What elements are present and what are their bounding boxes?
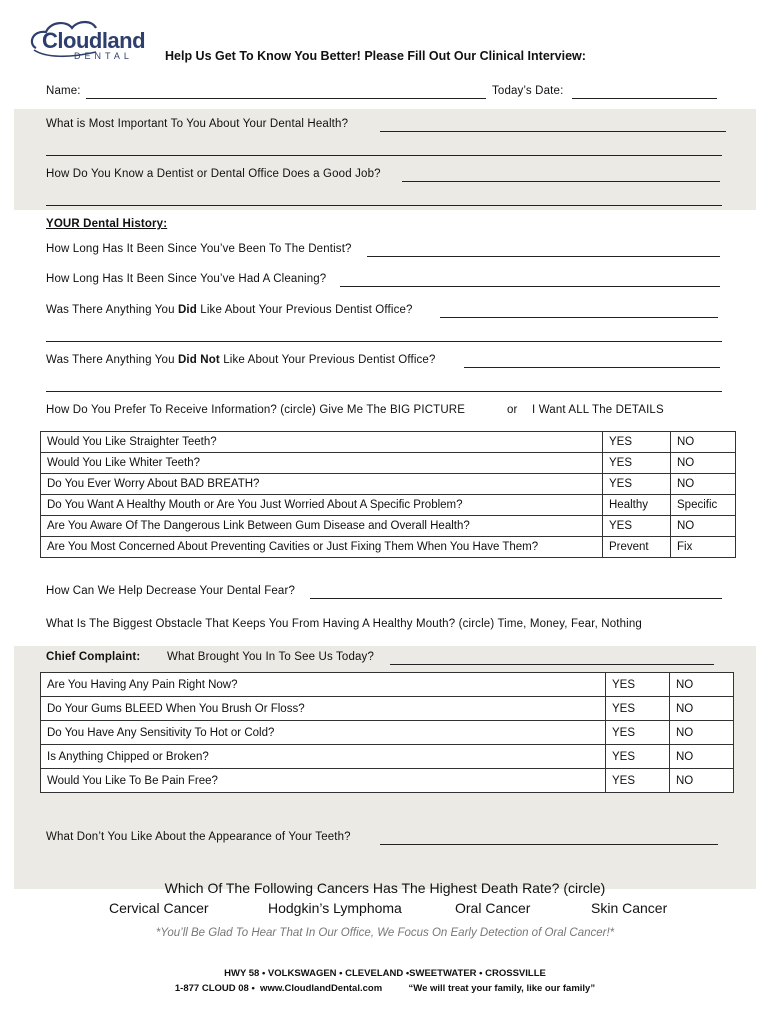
question-cell: Are You Aware Of The Dangerous Link Between Gum Disease and Overall Health? — [41, 516, 603, 537]
option-a-cell[interactable]: YES — [606, 769, 670, 793]
question-cell: Would You Like Whiter Teeth? — [41, 453, 603, 474]
date-field[interactable] — [572, 98, 717, 99]
option-b-cell[interactable]: NO — [670, 721, 734, 745]
option-a-cell[interactable]: Healthy — [603, 495, 671, 516]
question-cell: Would You Like Straighter Teeth? — [41, 432, 603, 453]
option-b-cell[interactable]: NO — [670, 673, 734, 697]
appearance-question: What Don’t You Like About the Appearance of Your Teeth? — [46, 831, 351, 843]
appearance-field[interactable] — [380, 844, 718, 845]
symptoms-table — [40, 672, 734, 793]
option-a-cell[interactable]: YES — [606, 697, 670, 721]
important-field-2[interactable] — [46, 155, 722, 156]
logo-brand: Cloudland — [42, 28, 146, 53]
table-row — [41, 769, 734, 793]
obstacle-question: What Is The Biggest Obstacle That Keeps You From Having A Healthy Mouth? (circle) Time, Money, Fear, Nothing — [46, 618, 642, 630]
important-field[interactable] — [380, 131, 726, 132]
did-not-like-question — [46, 354, 436, 366]
question-cell: Is Anything Chipped or Broken? — [41, 745, 606, 769]
table-row — [41, 453, 736, 474]
option-b-cell[interactable]: NO — [670, 769, 734, 793]
table-row — [41, 673, 734, 697]
option-b-cell[interactable]: NO — [671, 432, 736, 453]
important-label: What is Most Important To You About Your Dental Health? — [46, 118, 349, 130]
option-b-cell[interactable]: NO — [671, 474, 736, 495]
option-a-cell[interactable]: YES — [603, 516, 671, 537]
option-a-cell[interactable]: YES — [606, 721, 670, 745]
did-not-pre: Was There Anything You — [46, 354, 178, 366]
table-row — [41, 697, 734, 721]
table-row — [41, 516, 736, 537]
did-like-field[interactable] — [440, 317, 718, 318]
preferences-table — [40, 431, 736, 558]
did-like-bold: Did — [177, 304, 197, 316]
cancer-option-oral[interactable]: Oral Cancer — [455, 900, 531, 916]
question-cell: Do You Want A Healthy Mouth or Are You Just Worried About A Specific Problem? — [41, 495, 603, 516]
chief-complaint-question: What Brought You In To See Us Today? — [167, 651, 375, 663]
cancer-option-skin[interactable]: Skin Cancer — [591, 900, 668, 916]
option-b-cell[interactable]: NO — [670, 697, 734, 721]
option-a-cell[interactable]: YES — [606, 673, 670, 697]
did-like-pre: Was There Anything You — [46, 304, 178, 316]
name-label: Name: — [46, 85, 81, 97]
question-cell: Do Your Gums BLEED When You Brush Or Floss? — [41, 697, 606, 721]
chief-complaint-field[interactable] — [390, 664, 714, 665]
prefer-or: or — [507, 404, 518, 416]
table-row — [41, 474, 736, 495]
cloudland-logo — [26, 14, 150, 64]
did-like-question — [46, 304, 413, 316]
form-title: Help Us Get To Know You Better! Please Fill Out Our Clinical Interview: — [165, 49, 586, 63]
option-a-cell[interactable]: Prevent — [603, 537, 671, 558]
dentist-question: How Long Has It Been Since You’ve Been To The Dentist? — [46, 243, 352, 255]
option-b-cell[interactable]: NO — [671, 453, 736, 474]
cancer-option-cervical[interactable]: Cervical Cancer — [109, 900, 209, 916]
prefer-question: How Do You Prefer To Receive Information? (circle) Give Me The BIG PICTURE — [46, 404, 466, 416]
logo-sub: DENTAL — [74, 51, 133, 61]
date-label: Today’s Date: — [492, 85, 564, 97]
option-a-cell[interactable]: YES — [603, 474, 671, 495]
table-row — [41, 537, 736, 558]
cancer-option-hodgkins[interactable]: Hodgkin’s Lymphoma — [268, 900, 402, 916]
question-cell: Do You Ever Worry About BAD BREATH? — [41, 474, 603, 495]
question-cell: Are You Most Concerned About Preventing Cavities or Just Fixing Them When You Have Them? — [41, 537, 603, 558]
cleaning-question: How Long Has It Been Since You’ve Had A Cleaning? — [46, 273, 327, 285]
option-a-cell[interactable]: YES — [606, 745, 670, 769]
did-like-post: Like About Your Previous Dentist Office? — [196, 304, 413, 316]
option-a-cell[interactable]: YES — [603, 432, 671, 453]
option-b-cell[interactable]: Fix — [671, 537, 736, 558]
footer-contact: 1-877 CLOUD 08 • www.CloudlandDental.com “We will treat your family, like our family” — [174, 983, 596, 994]
fear-question: How Can We Help Decrease Your Dental Fear? — [46, 585, 295, 597]
table-row — [41, 745, 734, 769]
good-job-field-2[interactable] — [46, 205, 722, 206]
history-heading: YOUR Dental History: — [46, 218, 168, 230]
option-b-cell[interactable]: NO — [671, 516, 736, 537]
table-row — [41, 721, 734, 745]
cancer-question: Which Of The Following Cancers Has The Highest Death Rate? (circle) — [164, 880, 606, 896]
good-job-field[interactable] — [402, 181, 720, 182]
chief-complaint-label: Chief Complaint: — [46, 651, 141, 663]
dentist-field[interactable] — [367, 256, 720, 257]
did-not-like-field[interactable] — [464, 367, 720, 368]
did-like-field-2[interactable] — [46, 341, 722, 342]
cleaning-field[interactable] — [340, 286, 720, 287]
table-row — [41, 495, 736, 516]
footer-locations: HWY 58 • VOLKSWAGEN • CLEVELAND •SWEETWATER • CROSSVILLE — [224, 968, 546, 979]
table-row — [41, 432, 736, 453]
fear-field[interactable] — [310, 598, 722, 599]
did-not-post: Like About Your Previous Dentist Office? — [219, 354, 436, 366]
question-cell: Do You Have Any Sensitivity To Hot or Cold? — [41, 721, 606, 745]
option-b-cell[interactable]: NO — [670, 745, 734, 769]
prefer-details: I Want ALL The DETAILS — [532, 404, 664, 416]
oral-cancer-note: *You’ll Be Glad To Hear That In Our Office, We Focus On Early Detection of Oral Cancer!* — [155, 927, 615, 939]
option-b-cell[interactable]: Specific — [671, 495, 736, 516]
question-cell: Are You Having Any Pain Right Now? — [41, 673, 606, 697]
name-field[interactable] — [86, 98, 486, 99]
good-job-label: How Do You Know a Dentist or Dental Office Does a Good Job? — [46, 168, 381, 180]
did-not-bold: Did Not — [177, 354, 220, 366]
did-not-like-field-2[interactable] — [46, 391, 722, 392]
question-cell: Would You Like To Be Pain Free? — [41, 769, 606, 793]
option-a-cell[interactable]: YES — [603, 453, 671, 474]
